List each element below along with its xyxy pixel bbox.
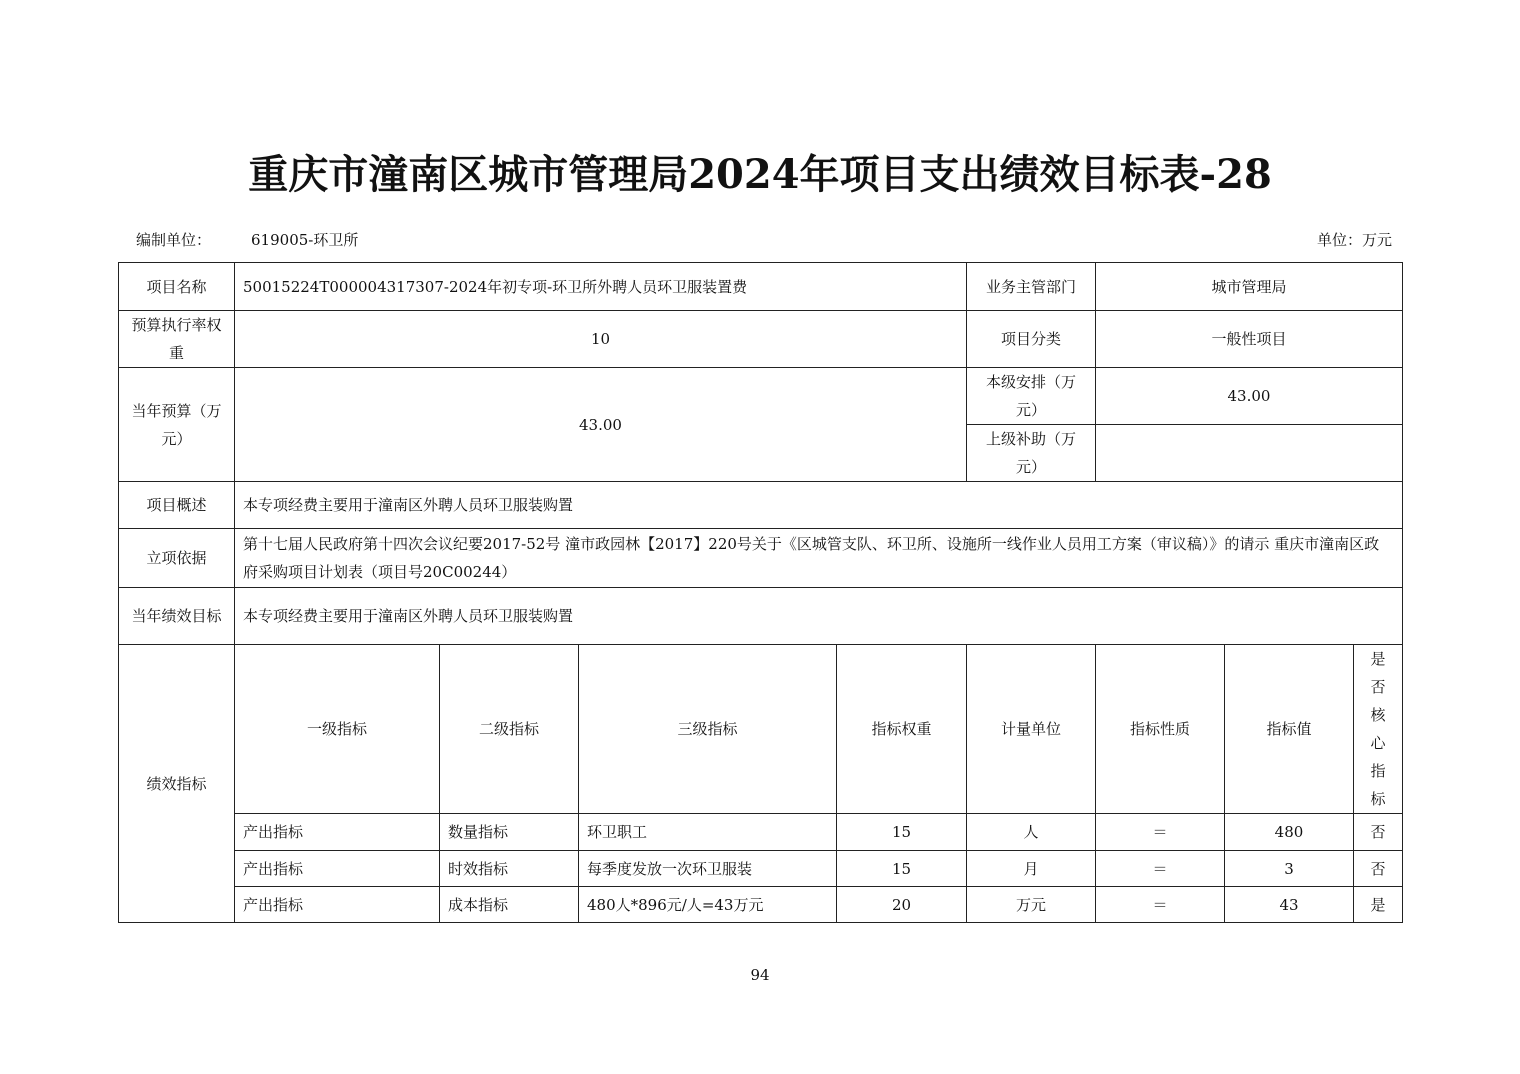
own-budget-label: 本级安排（万元）	[967, 368, 1096, 425]
currency-unit: 单位：万元	[1316, 231, 1392, 249]
basis-label: 立项依据	[119, 529, 235, 588]
rate-value: 10	[235, 311, 967, 368]
budget-label: 当年预算（万元）	[119, 368, 235, 482]
dept-label: 业务主管部门	[967, 263, 1096, 311]
cell-nature: ＝	[1096, 851, 1225, 887]
cell-level1: 产出指标	[235, 814, 440, 851]
upper-subsidy-value	[1096, 425, 1403, 482]
overview-label: 项目概述	[119, 482, 235, 529]
dept-value: 城市管理局	[1096, 263, 1403, 311]
header-core-char: 心	[1370, 734, 1386, 752]
compile-unit-label: 编制单位：	[136, 231, 212, 249]
cell-unit: 人	[967, 814, 1096, 851]
cell-weight: 15	[837, 851, 967, 887]
header-core-char: 核	[1370, 706, 1386, 724]
cell-level1: 产出指标	[235, 851, 440, 887]
cell-level3: 每季度发放一次环卫服装	[579, 851, 837, 887]
header-weight: 指标权重	[837, 645, 967, 814]
category-value: 一般性项目	[1096, 311, 1403, 368]
cell-level3: 环卫职工	[579, 814, 837, 851]
header-level1: 一级指标	[235, 645, 440, 814]
project-name-label: 项目名称	[119, 263, 235, 311]
compile-unit-value: 619005-环卫所	[251, 231, 359, 249]
cell-value: 480	[1225, 814, 1354, 851]
cell-weight: 15	[837, 814, 967, 851]
goal-value: 本专项经费主要用于潼南区外聘人员环卫服装购置	[235, 588, 1403, 645]
cell-core: 否	[1354, 814, 1403, 851]
header-core	[1354, 645, 1403, 814]
cell-level2: 数量指标	[440, 814, 579, 851]
cell-level2: 成本指标	[440, 887, 579, 923]
own-budget-value: 43.00	[1096, 368, 1403, 425]
header-core-char: 标	[1370, 790, 1386, 808]
compile-unit	[136, 229, 358, 250]
cell-unit: 万元	[967, 887, 1096, 923]
header-core-char: 是	[1370, 650, 1386, 668]
header-core-char: 否	[1370, 678, 1386, 696]
table-row	[119, 851, 1403, 887]
basis-value: 第十七届人民政府第十四次会议纪要2017-52号 潼市政园林【2017】220号关于《区城管支队、环卫所、设施所一线作业人员用工方案（审议稿）》的请示 重庆市潼南区政府采购项目计划表（项目号20C00244）	[235, 529, 1403, 588]
header-nature: 指标性质	[1096, 645, 1225, 814]
cell-core: 否	[1354, 851, 1403, 887]
upper-subsidy-label: 上级补助（万元）	[967, 425, 1096, 482]
page-title: 重庆市潼南区城市管理局2024年项目支出绩效目标表-28	[248, 151, 1272, 198]
cell-level1: 产出指标	[235, 887, 440, 923]
overview-value: 本专项经费主要用于潼南区外聘人员环卫服装购置	[235, 482, 1403, 529]
goal-label: 当年绩效目标	[119, 588, 235, 645]
cell-value: 43	[1225, 887, 1354, 923]
performance-table	[118, 262, 1403, 923]
indicators-label: 绩效指标	[119, 645, 235, 923]
cell-nature: ＝	[1096, 887, 1225, 923]
cell-nature: ＝	[1096, 814, 1225, 851]
cell-weight: 20	[837, 887, 967, 923]
header-core-char: 指	[1370, 762, 1386, 780]
cell-value: 3	[1225, 851, 1354, 887]
cell-level3: 480人*896元/人=43万元	[579, 887, 837, 923]
header-unit: 计量单位	[967, 645, 1096, 814]
budget-value: 43.00	[235, 368, 967, 482]
table-row	[119, 814, 1403, 851]
category-label: 项目分类	[967, 311, 1096, 368]
cell-unit: 月	[967, 851, 1096, 887]
page-number: 94	[750, 966, 770, 984]
header-level3: 三级指标	[579, 645, 837, 814]
cell-core: 是	[1354, 887, 1403, 923]
project-name: 50015224T000004317307-2024年初专项-环卫所外聘人员环卫服装置费	[235, 263, 967, 311]
rate-label: 预算执行率权重	[119, 311, 235, 368]
header-value: 指标值	[1225, 645, 1354, 814]
cell-level2: 时效指标	[440, 851, 579, 887]
table-row	[119, 887, 1403, 923]
header-level2: 二级指标	[440, 645, 579, 814]
